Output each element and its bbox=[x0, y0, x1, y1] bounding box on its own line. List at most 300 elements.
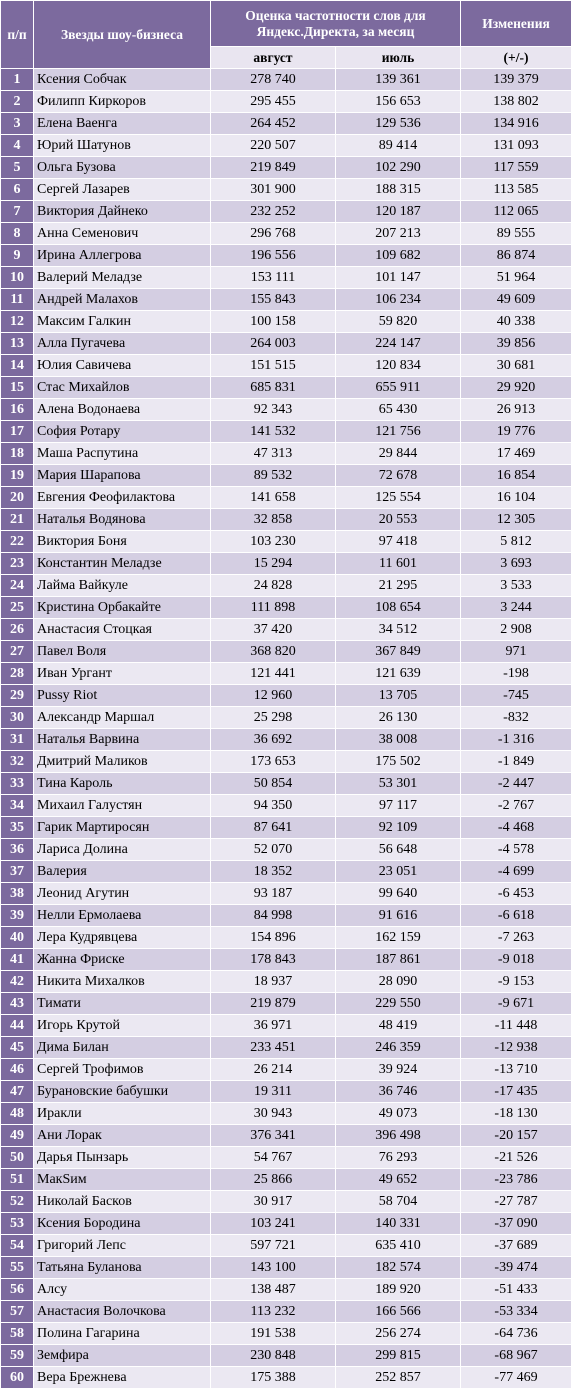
july-value: 166 566 bbox=[336, 1301, 461, 1323]
celebrity-name: Александр Маршал bbox=[34, 707, 211, 729]
july-value: 125 554 bbox=[336, 487, 461, 509]
table-row bbox=[1, 729, 571, 751]
table-row bbox=[1, 443, 571, 465]
celebrity-name: Дмитрий Маликов bbox=[34, 751, 211, 773]
table-row bbox=[1, 905, 571, 927]
july-value: 156 653 bbox=[336, 91, 461, 113]
august-value: 264 452 bbox=[211, 113, 336, 135]
row-number: 3 bbox=[1, 113, 34, 135]
row-number: 23 bbox=[1, 553, 34, 575]
august-value: 138 487 bbox=[211, 1279, 336, 1301]
change-value: -198 bbox=[461, 663, 571, 685]
july-value: 89 414 bbox=[336, 135, 461, 157]
august-value: 597 721 bbox=[211, 1235, 336, 1257]
row-number: 11 bbox=[1, 289, 34, 311]
table-row bbox=[1, 1323, 571, 1345]
july-value: 23 051 bbox=[336, 861, 461, 883]
row-number: 52 bbox=[1, 1191, 34, 1213]
change-value: 5 812 bbox=[461, 531, 571, 553]
celebrity-name: Ани Лорак bbox=[34, 1125, 211, 1147]
change-value: -51 433 bbox=[461, 1279, 571, 1301]
august-value: 24 828 bbox=[211, 575, 336, 597]
row-number: 32 bbox=[1, 751, 34, 773]
celebrity-name: Валерий Меладзе bbox=[34, 267, 211, 289]
row-number: 10 bbox=[1, 267, 34, 289]
change-value: 138 802 bbox=[461, 91, 571, 113]
july-value: 65 430 bbox=[336, 399, 461, 421]
august-value: 121 441 bbox=[211, 663, 336, 685]
table-row bbox=[1, 1257, 571, 1279]
celebrity-name: Анастасия Стоцкая bbox=[34, 619, 211, 641]
row-number: 18 bbox=[1, 443, 34, 465]
august-value: 30 917 bbox=[211, 1191, 336, 1213]
august-value: 376 341 bbox=[211, 1125, 336, 1147]
august-value: 103 230 bbox=[211, 531, 336, 553]
august-value: 93 187 bbox=[211, 883, 336, 905]
change-value: 17 469 bbox=[461, 443, 571, 465]
july-value: 229 550 bbox=[336, 993, 461, 1015]
row-number: 42 bbox=[1, 971, 34, 993]
table-header bbox=[1, 1, 571, 69]
august-value: 32 858 bbox=[211, 509, 336, 531]
table-row bbox=[1, 223, 571, 245]
change-value: -9 671 bbox=[461, 993, 571, 1015]
table-row bbox=[1, 861, 571, 883]
table-row bbox=[1, 91, 571, 113]
august-value: 301 900 bbox=[211, 179, 336, 201]
change-value: 51 964 bbox=[461, 267, 571, 289]
celebrity-name: Евгения Феофилактова bbox=[34, 487, 211, 509]
header-number: п/п bbox=[1, 1, 34, 69]
august-value: 278 740 bbox=[211, 69, 336, 91]
august-value: 50 854 bbox=[211, 773, 336, 795]
header-frequency: Оценка частотности слов для Яндекс.Директа, за месяц bbox=[211, 1, 461, 47]
row-number: 20 bbox=[1, 487, 34, 509]
july-value: 187 861 bbox=[336, 949, 461, 971]
july-value: 99 640 bbox=[336, 883, 461, 905]
august-value: 173 653 bbox=[211, 751, 336, 773]
celebrity-name: Лайма Вайкуле bbox=[34, 575, 211, 597]
table-row bbox=[1, 201, 571, 223]
row-number: 43 bbox=[1, 993, 34, 1015]
row-number: 25 bbox=[1, 597, 34, 619]
august-value: 25 298 bbox=[211, 707, 336, 729]
change-value: -7 263 bbox=[461, 927, 571, 949]
row-number: 38 bbox=[1, 883, 34, 905]
change-value: 40 338 bbox=[461, 311, 571, 333]
row-number: 24 bbox=[1, 575, 34, 597]
august-value: 143 100 bbox=[211, 1257, 336, 1279]
celebrity-name: Виктория Дайнеко bbox=[34, 201, 211, 223]
row-number: 13 bbox=[1, 333, 34, 355]
august-value: 36 692 bbox=[211, 729, 336, 751]
celebrity-name: Мария Шарапова bbox=[34, 465, 211, 487]
july-value: 108 654 bbox=[336, 597, 461, 619]
row-number: 59 bbox=[1, 1345, 34, 1367]
celebrity-name: Ксения Бородина bbox=[34, 1213, 211, 1235]
july-value: 162 159 bbox=[336, 927, 461, 949]
july-value: 367 849 bbox=[336, 641, 461, 663]
august-value: 175 388 bbox=[211, 1367, 336, 1389]
july-value: 121 756 bbox=[336, 421, 461, 443]
august-value: 264 003 bbox=[211, 333, 336, 355]
july-value: 48 419 bbox=[336, 1015, 461, 1037]
celebrity-name: Сергей Лазарев bbox=[34, 179, 211, 201]
celebrity-name: Анна Семенович bbox=[34, 223, 211, 245]
celebrity-name: Михаил Галустян bbox=[34, 795, 211, 817]
celebrity-name: Pussy Riot bbox=[34, 685, 211, 707]
change-value: -2 767 bbox=[461, 795, 571, 817]
row-number: 45 bbox=[1, 1037, 34, 1059]
celebrity-name: София Ротару bbox=[34, 421, 211, 443]
row-number: 16 bbox=[1, 399, 34, 421]
august-value: 54 767 bbox=[211, 1147, 336, 1169]
change-value: 2 908 bbox=[461, 619, 571, 641]
august-value: 296 768 bbox=[211, 223, 336, 245]
table-row bbox=[1, 883, 571, 905]
change-value: -77 469 bbox=[461, 1367, 571, 1389]
change-value: 3 533 bbox=[461, 575, 571, 597]
celebrity-name: Григорий Лепс bbox=[34, 1235, 211, 1257]
july-value: 91 616 bbox=[336, 905, 461, 927]
july-value: 207 213 bbox=[336, 223, 461, 245]
table-row bbox=[1, 245, 571, 267]
row-number: 36 bbox=[1, 839, 34, 861]
change-value: 3 244 bbox=[461, 597, 571, 619]
table-row bbox=[1, 157, 571, 179]
july-value: 129 536 bbox=[336, 113, 461, 135]
celebrity-name: Стас Михайлов bbox=[34, 377, 211, 399]
july-value: 635 410 bbox=[336, 1235, 461, 1257]
july-value: 121 639 bbox=[336, 663, 461, 685]
august-value: 295 455 bbox=[211, 91, 336, 113]
table-row bbox=[1, 333, 571, 355]
row-number: 28 bbox=[1, 663, 34, 685]
change-value: 971 bbox=[461, 641, 571, 663]
table-row bbox=[1, 509, 571, 531]
celebrity-name: Маша Распутина bbox=[34, 443, 211, 465]
celebrity-name: Анастасия Волочкова bbox=[34, 1301, 211, 1323]
july-value: 53 301 bbox=[336, 773, 461, 795]
celebrity-name: Татьяна Буланова bbox=[34, 1257, 211, 1279]
celebrity-name: Виктория Боня bbox=[34, 531, 211, 553]
table-row bbox=[1, 355, 571, 377]
change-value: -2 447 bbox=[461, 773, 571, 795]
july-value: 97 117 bbox=[336, 795, 461, 817]
table-row bbox=[1, 971, 571, 993]
change-value: -1 849 bbox=[461, 751, 571, 773]
row-number: 58 bbox=[1, 1323, 34, 1345]
august-value: 178 843 bbox=[211, 949, 336, 971]
table-row bbox=[1, 1125, 571, 1147]
july-value: 56 648 bbox=[336, 839, 461, 861]
august-value: 84 998 bbox=[211, 905, 336, 927]
july-value: 224 147 bbox=[336, 333, 461, 355]
row-number: 47 bbox=[1, 1081, 34, 1103]
celebrity-name: Алсу bbox=[34, 1279, 211, 1301]
celebrity-name: Николай Басков bbox=[34, 1191, 211, 1213]
august-value: 685 831 bbox=[211, 377, 336, 399]
celebrity-name: Жанна Фриске bbox=[34, 949, 211, 971]
celebrity-name: Елена Ваенга bbox=[34, 113, 211, 135]
celebrity-name: Филипп Киркоров bbox=[34, 91, 211, 113]
celebrity-name: МакSим bbox=[34, 1169, 211, 1191]
july-value: 72 678 bbox=[336, 465, 461, 487]
table-row bbox=[1, 663, 571, 685]
july-value: 139 361 bbox=[336, 69, 461, 91]
row-number: 48 bbox=[1, 1103, 34, 1125]
change-value: 134 916 bbox=[461, 113, 571, 135]
table-row bbox=[1, 817, 571, 839]
july-value: 49 073 bbox=[336, 1103, 461, 1125]
table-row bbox=[1, 1367, 571, 1389]
august-value: 19 311 bbox=[211, 1081, 336, 1103]
july-value: 101 147 bbox=[336, 267, 461, 289]
celebrity-name: Максим Галкин bbox=[34, 311, 211, 333]
celebrity-name: Валерия bbox=[34, 861, 211, 883]
change-value: -17 435 bbox=[461, 1081, 571, 1103]
table-row bbox=[1, 135, 571, 157]
row-number: 40 bbox=[1, 927, 34, 949]
celebrity-name: Земфира bbox=[34, 1345, 211, 1367]
table-row bbox=[1, 531, 571, 553]
table-row bbox=[1, 707, 571, 729]
july-value: 39 924 bbox=[336, 1059, 461, 1081]
august-value: 111 898 bbox=[211, 597, 336, 619]
july-value: 140 331 bbox=[336, 1213, 461, 1235]
july-value: 21 295 bbox=[336, 575, 461, 597]
celebrity-name: Алла Пугачева bbox=[34, 333, 211, 355]
header-change-sign: (+/-) bbox=[461, 47, 571, 69]
change-value: 26 913 bbox=[461, 399, 571, 421]
august-value: 18 352 bbox=[211, 861, 336, 883]
celebrity-name: Леонид Агутин bbox=[34, 883, 211, 905]
july-value: 102 290 bbox=[336, 157, 461, 179]
august-value: 233 451 bbox=[211, 1037, 336, 1059]
change-value: -37 090 bbox=[461, 1213, 571, 1235]
header-august: август bbox=[211, 47, 336, 69]
change-value: 29 920 bbox=[461, 377, 571, 399]
table-row bbox=[1, 927, 571, 949]
change-value: 39 856 bbox=[461, 333, 571, 355]
july-value: 189 920 bbox=[336, 1279, 461, 1301]
change-value: -37 689 bbox=[461, 1235, 571, 1257]
row-number: 37 bbox=[1, 861, 34, 883]
july-value: 11 601 bbox=[336, 553, 461, 575]
celebrity-name: Никита Михалков bbox=[34, 971, 211, 993]
row-number: 53 bbox=[1, 1213, 34, 1235]
table-row bbox=[1, 1213, 571, 1235]
change-value: -832 bbox=[461, 707, 571, 729]
table-row bbox=[1, 1015, 571, 1037]
change-value: -13 710 bbox=[461, 1059, 571, 1081]
table-row bbox=[1, 839, 571, 861]
celebrity-name: Сергей Трофимов bbox=[34, 1059, 211, 1081]
celebrity-name: Наталья Водянова bbox=[34, 509, 211, 531]
table-row bbox=[1, 1191, 571, 1213]
table-row bbox=[1, 1037, 571, 1059]
july-value: 246 359 bbox=[336, 1037, 461, 1059]
table-row bbox=[1, 751, 571, 773]
table-row bbox=[1, 1169, 571, 1191]
july-value: 26 130 bbox=[336, 707, 461, 729]
header-july: июль bbox=[336, 47, 461, 69]
august-value: 103 241 bbox=[211, 1213, 336, 1235]
table-row bbox=[1, 311, 571, 333]
change-value: -53 334 bbox=[461, 1301, 571, 1323]
table-row bbox=[1, 1279, 571, 1301]
row-number: 54 bbox=[1, 1235, 34, 1257]
header-change: Изменения bbox=[461, 1, 571, 47]
celebrity-name: Ксения Собчак bbox=[34, 69, 211, 91]
august-value: 230 848 bbox=[211, 1345, 336, 1367]
august-value: 30 943 bbox=[211, 1103, 336, 1125]
august-value: 196 556 bbox=[211, 245, 336, 267]
row-number: 30 bbox=[1, 707, 34, 729]
july-value: 120 834 bbox=[336, 355, 461, 377]
celebrity-name: Юрий Шатунов bbox=[34, 135, 211, 157]
july-value: 49 652 bbox=[336, 1169, 461, 1191]
table-row bbox=[1, 1059, 571, 1081]
table-row bbox=[1, 685, 571, 707]
july-value: 256 274 bbox=[336, 1323, 461, 1345]
table-row bbox=[1, 179, 571, 201]
celebrity-name: Тина Кароль bbox=[34, 773, 211, 795]
celebrity-name: Гарик Мартиросян bbox=[34, 817, 211, 839]
august-value: 36 971 bbox=[211, 1015, 336, 1037]
july-value: 13 705 bbox=[336, 685, 461, 707]
july-value: 38 008 bbox=[336, 729, 461, 751]
august-value: 232 252 bbox=[211, 201, 336, 223]
august-value: 100 158 bbox=[211, 311, 336, 333]
celebrity-name: Алена Водонаева bbox=[34, 399, 211, 421]
table-body bbox=[1, 69, 571, 1389]
row-number: 22 bbox=[1, 531, 34, 553]
change-value: 89 555 bbox=[461, 223, 571, 245]
celebrity-name: Дарья Пынзарь bbox=[34, 1147, 211, 1169]
celebrity-name: Вера Брежнева bbox=[34, 1367, 211, 1389]
july-value: 396 498 bbox=[336, 1125, 461, 1147]
row-number: 19 bbox=[1, 465, 34, 487]
table-row bbox=[1, 553, 571, 575]
change-value: -4 578 bbox=[461, 839, 571, 861]
july-value: 36 746 bbox=[336, 1081, 461, 1103]
celebrity-name: Константин Меладзе bbox=[34, 553, 211, 575]
change-value: -6 453 bbox=[461, 883, 571, 905]
august-value: 153 111 bbox=[211, 267, 336, 289]
row-number: 26 bbox=[1, 619, 34, 641]
change-value: -745 bbox=[461, 685, 571, 707]
july-value: 106 234 bbox=[336, 289, 461, 311]
celebrity-name: Иван Ургант bbox=[34, 663, 211, 685]
july-value: 299 815 bbox=[336, 1345, 461, 1367]
july-value: 59 820 bbox=[336, 311, 461, 333]
row-number: 1 bbox=[1, 69, 34, 91]
row-number: 31 bbox=[1, 729, 34, 751]
change-value: 86 874 bbox=[461, 245, 571, 267]
change-value: 12 305 bbox=[461, 509, 571, 531]
row-number: 15 bbox=[1, 377, 34, 399]
change-value: -18 130 bbox=[461, 1103, 571, 1125]
august-value: 37 420 bbox=[211, 619, 336, 641]
row-number: 44 bbox=[1, 1015, 34, 1037]
july-value: 20 553 bbox=[336, 509, 461, 531]
celebrity-name: Ольга Бузова bbox=[34, 157, 211, 179]
table-row bbox=[1, 619, 571, 641]
change-value: 3 693 bbox=[461, 553, 571, 575]
row-number: 4 bbox=[1, 135, 34, 157]
celebrity-name: Дима Билан bbox=[34, 1037, 211, 1059]
table-row bbox=[1, 1301, 571, 1323]
row-number: 14 bbox=[1, 355, 34, 377]
table-row bbox=[1, 421, 571, 443]
august-value: 154 896 bbox=[211, 927, 336, 949]
celebrity-name: Павел Воля bbox=[34, 641, 211, 663]
july-value: 28 090 bbox=[336, 971, 461, 993]
row-number: 46 bbox=[1, 1059, 34, 1081]
table-row bbox=[1, 465, 571, 487]
row-number: 49 bbox=[1, 1125, 34, 1147]
august-value: 47 313 bbox=[211, 443, 336, 465]
change-value: 112 065 bbox=[461, 201, 571, 223]
celebrity-name: Кристина Орбакайте bbox=[34, 597, 211, 619]
change-value: -4 468 bbox=[461, 817, 571, 839]
table-row bbox=[1, 113, 571, 135]
celebrity-name: Игорь Крутой bbox=[34, 1015, 211, 1037]
row-number: 5 bbox=[1, 157, 34, 179]
table-row bbox=[1, 377, 571, 399]
change-value: -12 938 bbox=[461, 1037, 571, 1059]
row-number: 35 bbox=[1, 817, 34, 839]
celebrity-name: Наталья Варвина bbox=[34, 729, 211, 751]
august-value: 220 507 bbox=[211, 135, 336, 157]
celebrity-name: Ирина Аллегрова bbox=[34, 245, 211, 267]
august-value: 87 641 bbox=[211, 817, 336, 839]
table-row bbox=[1, 1235, 571, 1257]
table-row bbox=[1, 795, 571, 817]
celebrity-name: Тимати bbox=[34, 993, 211, 1015]
july-value: 97 418 bbox=[336, 531, 461, 553]
row-number: 34 bbox=[1, 795, 34, 817]
row-number: 27 bbox=[1, 641, 34, 663]
change-value: 117 559 bbox=[461, 157, 571, 179]
change-value: -9 153 bbox=[461, 971, 571, 993]
row-number: 50 bbox=[1, 1147, 34, 1169]
change-value: 131 093 bbox=[461, 135, 571, 157]
july-value: 76 293 bbox=[336, 1147, 461, 1169]
change-value: 19 776 bbox=[461, 421, 571, 443]
july-value: 182 574 bbox=[336, 1257, 461, 1279]
august-value: 15 294 bbox=[211, 553, 336, 575]
change-value: 16 104 bbox=[461, 487, 571, 509]
august-value: 92 343 bbox=[211, 399, 336, 421]
change-value: -21 526 bbox=[461, 1147, 571, 1169]
row-number: 39 bbox=[1, 905, 34, 927]
august-value: 151 515 bbox=[211, 355, 336, 377]
table-row bbox=[1, 1345, 571, 1367]
august-value: 113 232 bbox=[211, 1301, 336, 1323]
table-row bbox=[1, 1103, 571, 1125]
change-value: -39 474 bbox=[461, 1257, 571, 1279]
august-value: 141 658 bbox=[211, 487, 336, 509]
row-number: 33 bbox=[1, 773, 34, 795]
row-number: 60 bbox=[1, 1367, 34, 1389]
change-value: -20 157 bbox=[461, 1125, 571, 1147]
july-value: 655 911 bbox=[336, 377, 461, 399]
celebrity-name: Нелли Ермолаева bbox=[34, 905, 211, 927]
august-value: 219 879 bbox=[211, 993, 336, 1015]
table-row bbox=[1, 267, 571, 289]
